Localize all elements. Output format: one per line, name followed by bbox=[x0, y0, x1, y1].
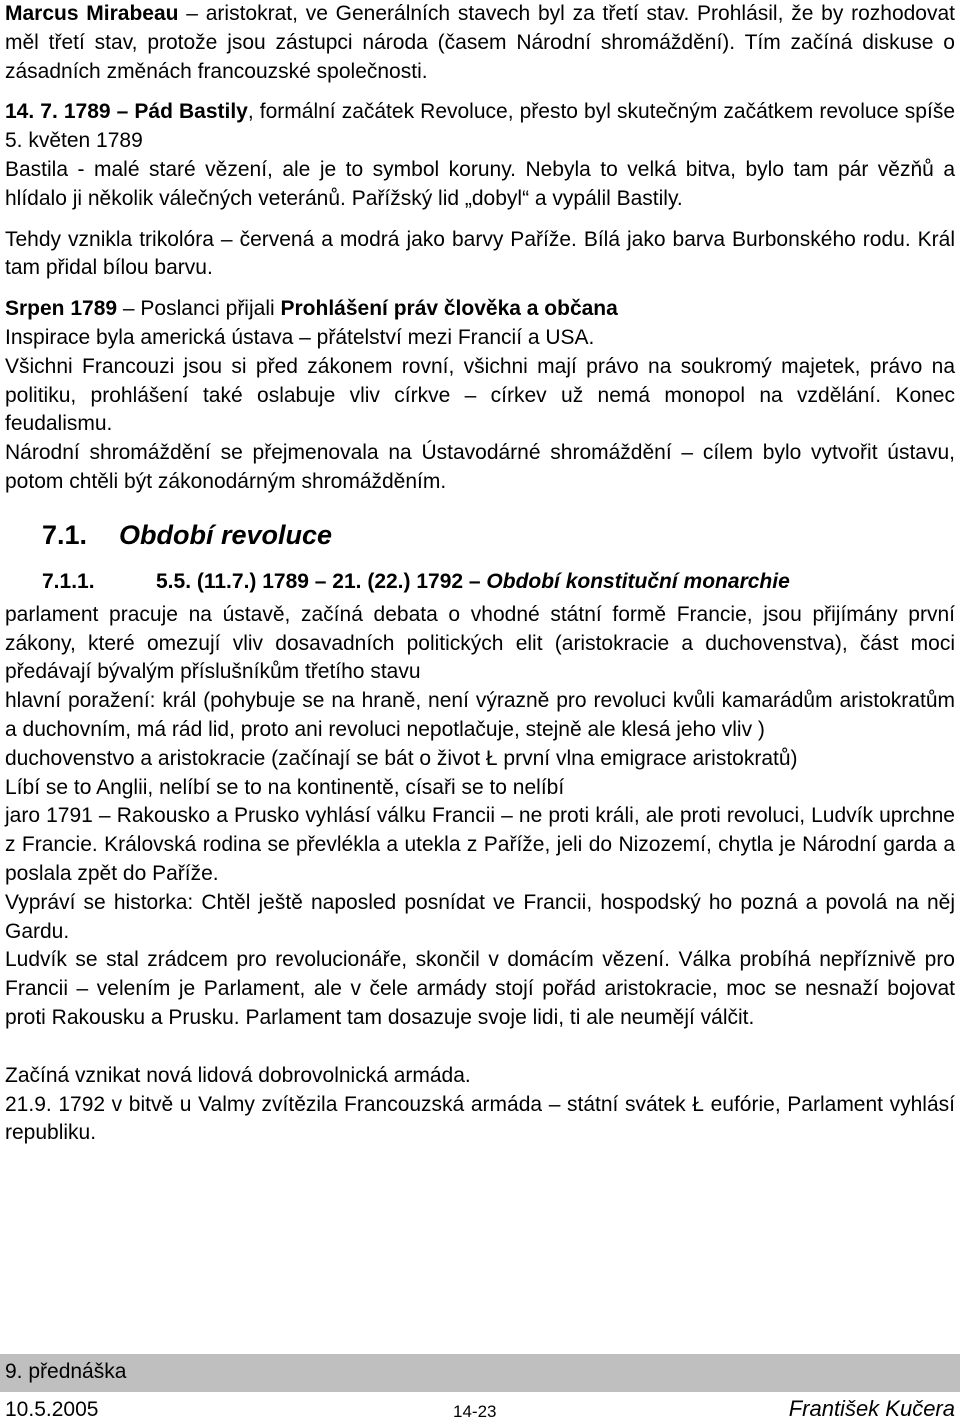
body-paragraph: jaro 1791 – Rakousko a Prusko vyhlásí válku Francii – ne proti králi, ale proti revoluci, Ludvík uprchne z Francie. Královská rodina se převlékla a utekla z Paříže, jeli do Nizozemí, chytla je Národní garda a poslala zpět do Paříže. bbox=[5, 804, 955, 885]
subsection-heading bbox=[5, 567, 955, 597]
paragraph-bastila bbox=[5, 98, 955, 156]
prohlaseni-text: – Poslanci přijali bbox=[117, 297, 281, 321]
body-paragraph: hlavní poražení: král (pohybuje se na hraně, není výrazně pro revoluci kvůli kamarádům aristokratům a duchovním, má rád lid, proto ani revoluci nepotlačuje, stejně ale klesá jeho vliv ) bbox=[5, 689, 955, 741]
bastila-heading: 14. 7. 1789 – Pád Bastily bbox=[5, 100, 248, 124]
subsection-title: Období konstituční monarchie bbox=[486, 569, 790, 593]
paragraph-trikolora: Tehdy vznikla trikolóra – červená a modrá jako barvy Paříže. Bílá jako barva Burbonského rodu. Král tam přidal bílou barvu. bbox=[5, 227, 955, 280]
mirabeau-text: – aristokrat, ve Generálních stavech byl za třetí stav. Prohlásil, že by rozhodovat měl třetí stav, protože jsou zástupci národa (časem Národní shromáždění). Tím začíná diskuse o zásadních změnách francouzské společnosti. bbox=[5, 2, 955, 83]
paragraph-mirabeau bbox=[5, 0, 955, 86]
prohlaseni-title: Prohlášení práv člověka a občana bbox=[280, 297, 618, 321]
paragraph-prohlaseni bbox=[5, 295, 955, 324]
lecture-label: 9. přednáška bbox=[5, 1360, 127, 1383]
body-paragraph: Líbí se to Anglii, nelíbí se to na kontinentě, císaři se to nelíbí bbox=[5, 775, 565, 799]
section-title: Období revoluce bbox=[119, 519, 333, 550]
closing-paragraph: Začíná vznikat nová lidová dobrovolnická armáda. bbox=[5, 1063, 471, 1087]
paragraph-inspirace: Inspirace byla americká ústava – přátelství mezi Francií a USA. bbox=[5, 325, 595, 349]
body-paragraph: Vypráví se historka: Chtěl ještě naposled posnídat ve Francii, hospodský ho pozná a povolá na něj Gardu. bbox=[5, 890, 955, 943]
body-paragraph: Ludvík se stal zrádcem pro revolucionáře, skončil v domácím vězení. Válka probíhá nepříznivě pro Francii – velením je Parlament, ale v čele armády stojí pořád aristokracie, moc se nesnaží bojovat proti Rakousku a Prusku. Parlament tam dosazuje svoje lidi, ti ale neumějí válčit. bbox=[5, 948, 955, 1029]
paragraph-bastila-detail: Bastila - malé staré vězení, ale je to symbol koruny. Nebyla to velká bitva, bylo tam pár vězňů a hlídalo ji několik válečných veteránů. Pařížský lid „dobyl“ a vypálil Bastily. bbox=[5, 157, 955, 210]
body-paragraph: duchovenstvo a aristokracie (začínají se bát o život Ł první vlna emigrace aristokratů) bbox=[5, 746, 798, 770]
footer-date: 10.5.2005 bbox=[5, 1398, 99, 1421]
bastila-intro: , formální začátek Revoluce, přesto byl skutečným začátkem revoluce spíše 5. květen 1789 bbox=[5, 100, 955, 153]
paragraph-ustavodarne: Národní shromáždění se přejmenovala na Ústavodárné shromáždění – cílem bylo vytvořit ústavu, potom chtěli být zákonodárným shromážděním. bbox=[5, 441, 955, 493]
body-paragraph: parlament pracuje na ústavě, začíná debata o vhodné státní formě Francie, jsou přijímány první zákony, které omezují vliv dosavadních politických elit (aristokracie a duchovenstva), část moci předávají bývalým příslušníkům třetího stavu bbox=[5, 602, 955, 684]
prohlaseni-date: Srpen 1789 bbox=[5, 297, 118, 321]
paragraph-rovnost: Všichni Francouzi jsou si před zákonem rovní, všichni mají právo na soukromý majetek, právo na politiku, prohlášení také oslabuje vliv církve – církev už nemá monopol na vzdělání. Konec feudalismu. bbox=[5, 354, 955, 436]
document-page bbox=[5, 0, 955, 1148]
subsection-dates: 5.5. (11.7.) 1789 – 21. (22.) 1792 – bbox=[156, 569, 487, 593]
section-heading bbox=[5, 515, 955, 555]
page-number: 14-23 bbox=[453, 1402, 497, 1421]
page-footer bbox=[0, 1354, 960, 1424]
section-number: 7.1. bbox=[42, 519, 88, 550]
subsection-number: 7.1.1. bbox=[42, 569, 95, 593]
mirabeau-name: Marcus Mirabeau bbox=[5, 2, 179, 25]
closing-paragraph: 21.9. 1792 v bitvě u Valmy zvítězila Francouzská armáda – státní svátek Ł eufórie, Parlament vyhlásí republiku. bbox=[5, 1092, 955, 1145]
footer-bar bbox=[0, 1354, 960, 1392]
footer-author: František Kučera bbox=[788, 1396, 955, 1421]
